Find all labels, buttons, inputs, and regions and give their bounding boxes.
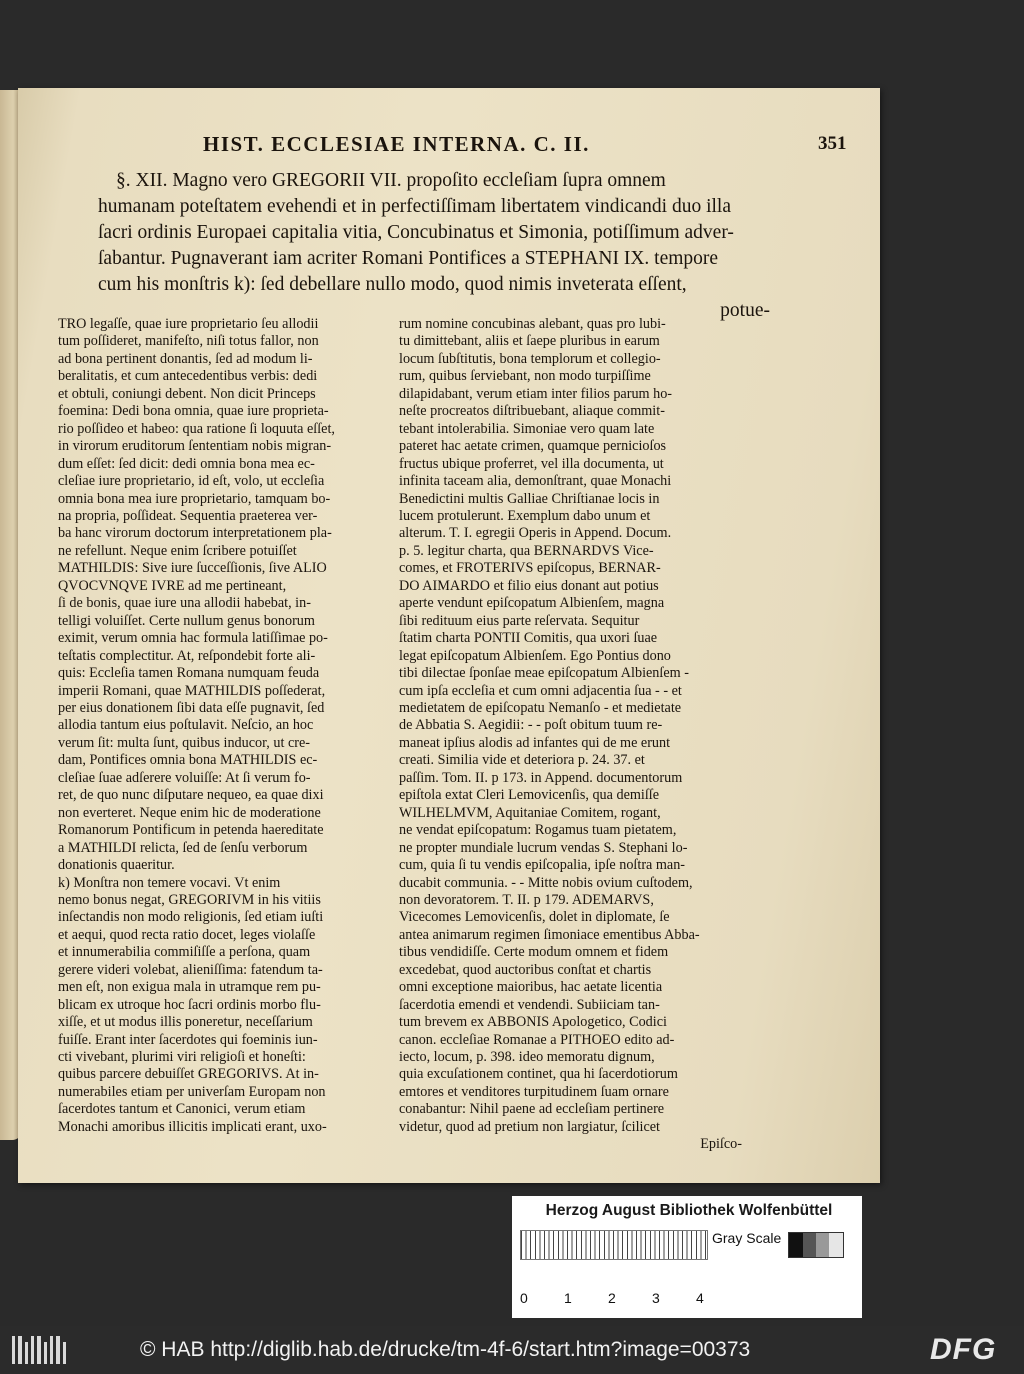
ruler-number: 0 xyxy=(520,1290,528,1306)
intro-line: ſabantur. Pugnaverant iam acriter Romani Pontifices a STEPHANI IX. tempore xyxy=(98,248,719,269)
library-columns-icon xyxy=(12,1336,66,1364)
text-line: beralitatis, et cum antecedentibus verbis: dedi xyxy=(58,368,318,385)
text-line: cleſiae ſuae adſerere voluiſſe: At ſi verum fo- xyxy=(58,769,311,786)
text-line: ba hanc virorum doctorum interpretationem pla- xyxy=(58,525,332,542)
text-line: Benedictini multis Galliae Chriſtianae locis in xyxy=(399,490,660,507)
library-name: Herzog August Bibliothek Wolfenbüttel xyxy=(545,1202,833,1219)
footnote-column-right xyxy=(399,316,742,1154)
text-line: omni exceptione maioribus, hac aetate licentia xyxy=(399,979,663,996)
text-line: omnia bona mea iure proprietario, tamquam bo- xyxy=(58,490,331,507)
text-line: dilapidabant, verum etiam inter filios parum ho- xyxy=(399,385,673,402)
copyright-link[interactable]: © HAB http://diglib.hab.de/drucke/tm-4f-6/start.htm?image=00373 xyxy=(140,1338,751,1361)
text-line: conabantur: Nihil paene ad eccleſiam pertinere xyxy=(399,1101,665,1118)
text-line: medietatem de epiſcopatu Nemanſo - et medietate xyxy=(399,699,682,716)
text-line: cti vivebant, plurimi viri religioſi et honeſti: xyxy=(58,1049,306,1066)
text-line: MATHILDIS: Sive iure ſucceſſionis, ſive ALIO xyxy=(58,560,327,577)
text-line: quia excuſationem continet, qua hi ſacerdotiorum xyxy=(399,1066,678,1083)
text-line: alterum. T. I. egregii Operis in Append. Docum. xyxy=(399,525,672,542)
text-line: et innumerabilia commiſiſſe a perſona, quam xyxy=(58,944,311,961)
text-line: emtores et venditores turpitudinem ſuam ornare xyxy=(399,1083,669,1100)
text-line: creati. Similia vide et deteriora p. 24. 37. et xyxy=(399,752,645,769)
text-line: tum brevem ex ABBONIS Apologetico, Codici xyxy=(399,1014,667,1031)
dfg-logo: DFG xyxy=(930,1333,997,1366)
text-line: imperii Romani, quae MATHILDIS poſſederat, xyxy=(58,682,326,699)
page-number: 351 xyxy=(818,133,847,154)
text-line: WILHELMVM, Aquitaniae Comitem, rogant, xyxy=(399,804,661,821)
ruler-number: 3 xyxy=(652,1290,660,1306)
text-line: cleſiae iure proprietario, id eſt, volo, ut eccleſia xyxy=(58,473,325,490)
text-line: p. 5. legitur charta, qua BERNARDVS Vice- xyxy=(399,542,654,559)
text-line: non devoratorem. T. II. p 179. ADEMARVS, xyxy=(399,891,654,908)
text-line: videtur, quod ad pretium non largiatur, ſcilicet xyxy=(399,1118,660,1135)
text-line: epiſtola extat Cleri Lemovicenſis, qua demiſſe xyxy=(399,787,660,804)
text-line: ne refellunt. Neque enim ſcribere potuiſſet xyxy=(58,542,297,559)
text-line: comes, et FROTERIVS epiſcopus, BERNAR- xyxy=(399,560,661,577)
text-line: gerere videri volebat, alieniſſima: fatendum ta- xyxy=(58,961,323,978)
text-line: rum nomine concubinas alebant, quas pro lubi- xyxy=(399,316,666,332)
text-line: cum ipſa eccleſia et cum omni adjacentia ſua - - et xyxy=(399,682,682,699)
text-line: ſi de bonis, quae iure una allodii habebat, in- xyxy=(58,595,311,612)
text-line: ret, de quo nunc diſputare nequeo, ea quae dixi xyxy=(58,787,324,804)
text-line: xiſſe, et ut modus illis poneretur, neceſſarium xyxy=(58,1014,313,1031)
text-line: Monachi amoribus illicitis implicati erant, uxo- xyxy=(58,1118,327,1135)
text-line: ne vendat epiſcopatum: Rogamus tuam pietatem, xyxy=(399,822,677,839)
text-line: foemina: Dedi bona omnia, quae iure proprieta- xyxy=(58,403,329,420)
text-line: de Abbatia S. Aegidii: - - poſt obitum tuum re- xyxy=(399,717,663,734)
text-line: et obtuli, coniungi debent. Non dicit Princeps xyxy=(58,385,316,402)
ruler-number: 2 xyxy=(608,1290,616,1306)
text-line: ne propter mundiale lucrum vendas S. Stephani lo- xyxy=(399,839,688,856)
text-line: Romanorum Pontificum in petenda haereditate xyxy=(58,822,324,839)
text-line: tibus vendidiſſe. Certe modum omnem et fidem xyxy=(399,944,669,961)
intro-line: cum his monſtris k): ſed debellare nullo modo, quod nimis inveterata eſſent, xyxy=(98,274,687,295)
text-line: ducabit communia. - - Mitte nobis ovium cuſtodem, xyxy=(399,874,693,891)
viewer-footer xyxy=(0,1326,1024,1374)
text-line: per eius donationem ſibi data eſſe pugnavit, ſed xyxy=(58,699,325,716)
text-line: fructus ubique proferret, vel illa documenta, ut xyxy=(399,455,664,472)
text-line: blicam ex utroque hoc ſacri ordinis morbo flu- xyxy=(58,996,321,1013)
intro-line: humanam poteſtatem evehendi et in perfectiſſimam libertatem vindicandi duo illa xyxy=(98,196,731,217)
library-color-card xyxy=(512,1196,862,1318)
text-line: a MATHILDI relicta, ſed de ſenſu verborum xyxy=(58,839,308,856)
intro-line: ſacri ordinis Europaei capitalia vitia, Concubinatus et Simonia, potiſſimum adver- xyxy=(98,222,734,243)
text-line: iecto, locum, p. 398. ideo memoratu dignum, xyxy=(399,1049,655,1066)
text-line: rio poſſideo et habeo: qua ratione ſi loquuta eſſet, xyxy=(58,420,335,437)
intro-line: potue- xyxy=(720,300,770,321)
text-line: et aequi, quod recta ratio docet, leges violaſſe xyxy=(58,926,316,943)
text-line: TRO legaſſe, quae iure proprietario ſeu allodii xyxy=(58,316,319,332)
text-line: legat epiſcopatum Albienſem. Ego Pontius dono xyxy=(399,647,671,664)
text-line: pateret hac aetate crimen, quamque pernicioſos xyxy=(399,438,667,455)
text-line: tibi dilectae ſponſae meae epiſcopatum Albienſem - xyxy=(399,665,689,682)
running-head: HIST. ECCLESIAE INTERNA. C. II. xyxy=(203,132,590,156)
text-line: non everteret. Neque enim hic de moderatione xyxy=(58,804,321,821)
ruler-number: 1 xyxy=(564,1290,572,1306)
text-line: neſte procreatos diſtribuebant, aliaque commit- xyxy=(399,403,665,420)
text-line: teſtatis complectitur. At, reſpondebit forte ali- xyxy=(58,647,316,664)
text-line: DO AIMARDO et filio eius donant aut potius xyxy=(399,577,659,594)
text-line: locum ſubſtitutis, bona templorum et collegio- xyxy=(399,350,661,367)
text-line: Epiſco- xyxy=(700,1136,742,1153)
text-line: dam, Pontifices omnia bona MATHILDIS ec- xyxy=(58,752,318,769)
text-line: Vicecomes Lemovicenſis, dolet in diplomate, ſe xyxy=(399,909,670,926)
text-line: ad bona pertinent donantis, ſed ad modum li- xyxy=(58,350,313,367)
text-line: paſſim. Tom. II. p 173. in Append. documentorum xyxy=(399,769,683,786)
text-line: fuiſſe. Erant inter ſacerdotes qui foeminis iun- xyxy=(58,1031,318,1048)
text-line: quis: Eccleſia tamen Romana numquam feuda xyxy=(58,665,320,682)
text-line: aperte vendunt epiſcopatum Albienſem, magna xyxy=(399,595,665,612)
text-line: telligi voluiſſet. Certe nullum genus bonorum xyxy=(58,612,315,629)
text-line: verum ſit: multa ſunt, quibus inducor, ut cre- xyxy=(58,734,311,751)
text-line: maneat ipſius alodis ad infantes qui de me erunt xyxy=(399,734,671,751)
text-line: numerabiles etiam per univerſam Europam non xyxy=(58,1083,326,1100)
intro-line: §. XII. Magno vero GREGORII VII. propoſito eccleſiam ſupra omnem xyxy=(116,170,666,191)
text-line: tebant intolerabilia. Simoniae vero quam late xyxy=(399,420,655,437)
text-line: ſibi redituum eius parte reſervata. Sequitur xyxy=(399,612,640,629)
text-line: ſacerdotia emendi et vendendi. Subiiciam tan- xyxy=(399,996,660,1013)
text-line: cum, quia ſi tu vendis epiſcopalia, ipſe noſtra man- xyxy=(399,857,686,874)
text-line: canon. eccleſiae Romanae a PITHOEO edito ad- xyxy=(399,1031,675,1048)
ruler-numbers xyxy=(516,1290,716,1310)
section-intro xyxy=(98,168,770,324)
text-line: dum eſſet: ſed dicit: dedi omnia bona mea ec- xyxy=(58,455,315,472)
footnote-column-left xyxy=(58,316,403,1136)
text-line: infinita taceam alia, demonſtrant, quae Monachi xyxy=(399,473,672,490)
text-line: donationis quaeritur. xyxy=(58,857,175,874)
text-line: quibus parcere debuiſſet GREGORIVS. At in- xyxy=(58,1066,319,1083)
text-line: nemo bonus negat, GREGORIVM in his vitiis xyxy=(58,891,321,908)
text-line: inſectandis non modo religionis, ſed etiam iuſti xyxy=(58,909,324,926)
text-line: QVOCVNQVE IVRE ad me pertineant, xyxy=(58,577,287,594)
text-line: na propria, poſſideat. Sequentia praeterea ver- xyxy=(58,507,318,524)
text-line: eximit, verum omnia hac formula latiſſimae po- xyxy=(58,630,328,647)
scale-ruler xyxy=(520,1230,708,1260)
book-page xyxy=(18,88,880,1183)
text-line: tu dimittebant, aliis et ſaepe pluribus in earum xyxy=(399,333,660,350)
text-line: tum poſſideret, manifeſto, niſi totus fallor, non xyxy=(58,333,319,350)
ruler-number: 4 xyxy=(696,1290,704,1306)
gray-scale-label: Gray Scale xyxy=(712,1230,782,1246)
text-line: excedebat, quod auctoribus conſtat et chartis xyxy=(399,961,652,978)
text-line: ſacerdotes tantum et Canonici, verum etiam xyxy=(58,1101,306,1118)
text-line: men eſt, non exigua mala in utramque rem pu- xyxy=(58,979,321,996)
gray-scale-swatch xyxy=(788,1232,844,1258)
text-line: ſtatim charta PONTII Comitis, qua uxori ſuae xyxy=(399,630,658,647)
text-line: lucem protulerunt. Exemplum dabo unum et xyxy=(399,507,651,524)
text-line: in virorum eruditorum ſententiam nobis migran- xyxy=(58,438,332,455)
text-line: allodia tantum eius poſtulavit. Neſcio, an hoc xyxy=(58,717,314,734)
text-line: k) Monſtra non temere vocavi. Vt enim xyxy=(58,874,281,891)
text-line: antea animarum regimen ſimoniace ementibus Abba- xyxy=(399,926,700,943)
text-line: rum, quibus ſerviebant, non modo turpiſſime xyxy=(399,368,651,385)
